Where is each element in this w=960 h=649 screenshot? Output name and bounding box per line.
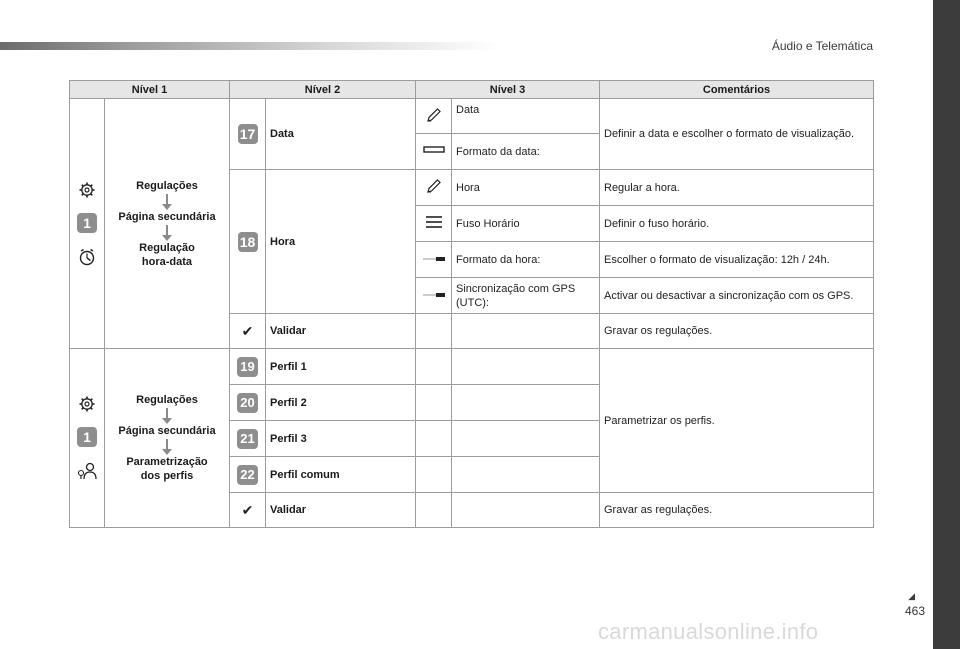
rectangle-icon [423, 145, 445, 155]
flow-step-settings: Regulações [136, 179, 198, 192]
header-gradient-bar [0, 42, 500, 50]
level3-date: Data [452, 99, 600, 134]
settings-menu-table [69, 80, 874, 528]
page-number: 463 [904, 604, 925, 618]
level3-gps-sync: Sincronização com GPS (UTC): [452, 278, 600, 314]
level2-profile-2: Perfil 2 [266, 385, 416, 421]
gear-icon [78, 181, 96, 199]
empty-cell [416, 457, 452, 493]
check-icon: ✔ [241, 501, 254, 518]
empty-cell [452, 493, 600, 528]
watermark: carmanualsonline.info [598, 619, 819, 644]
level3-icon-cell [416, 242, 452, 278]
level3-icon-cell [416, 206, 452, 242]
section-title: Áudio e Telemática [771, 39, 873, 53]
step-badge-20: 20 [237, 393, 258, 413]
arrow-down-icon [166, 194, 168, 205]
empty-cell [452, 314, 600, 349]
list-icon [424, 214, 444, 230]
level3-date-format: Formato da data: [452, 134, 600, 170]
column-header-level3: Nível 3 [416, 81, 600, 99]
level3-timezone: Fuso Horário [452, 206, 600, 242]
page-corner-icon: ◢ [908, 591, 915, 601]
level2-num-cell [230, 99, 266, 170]
empty-cell [416, 421, 452, 457]
comment-profiles: Parametrizar os perfis. [600, 349, 874, 493]
level2-profile-1: Perfil 1 [266, 349, 416, 385]
comment-hour: Regular a hora. [600, 170, 874, 206]
validate-label: Validar [266, 314, 416, 349]
level3-icon-cell [416, 278, 452, 314]
clock-icon [77, 247, 97, 267]
column-header-comments: Comentários [600, 81, 874, 99]
flow-step-secondary-page: Página secundária [118, 210, 216, 223]
profile-icon [76, 461, 98, 481]
empty-cell [452, 457, 600, 493]
level1-flow-cell [105, 349, 230, 528]
step-badge-22: 22 [237, 465, 258, 485]
level3-icon-cell [416, 134, 452, 170]
level2-profile-3: Perfil 3 [266, 421, 416, 457]
validate-icon-cell [230, 314, 266, 349]
column-header-level2: Nível 2 [230, 81, 416, 99]
arrow-down-icon [166, 225, 168, 236]
level2-date-label: Data [266, 99, 416, 170]
table-row [70, 349, 874, 385]
pencil-icon [425, 106, 443, 124]
empty-cell [452, 349, 600, 385]
flow-step-time-date: Regulação hora-data [139, 241, 195, 268]
comment-timezone: Definir o fuso horário. [600, 206, 874, 242]
side-strip [933, 0, 960, 649]
level3-hour-format: Formato da hora: [452, 242, 600, 278]
level2-num-cell [230, 457, 266, 493]
flow-step-profiles: Parametrização dos perfis [126, 456, 208, 482]
comment-validate: Gravar os regulações. [600, 314, 874, 349]
empty-cell [416, 349, 452, 385]
level1-icons-cell [70, 99, 105, 349]
level2-profile-common: Perfil comum [266, 457, 416, 493]
step-badge-21: 21 [237, 429, 258, 449]
level1-badge: 1 [77, 213, 97, 233]
level1-icons-cell [70, 349, 105, 528]
column-header-level1: Nível 1 [70, 81, 230, 99]
pencil-icon [425, 177, 443, 195]
level2-num-cell [230, 170, 266, 314]
empty-cell [452, 421, 600, 457]
gear-icon [78, 395, 96, 413]
toggle-icon [422, 255, 446, 263]
empty-cell [452, 385, 600, 421]
level2-num-cell [230, 421, 266, 457]
table-header-row [70, 81, 874, 99]
flow-step-secondary-page: Página secundária [118, 425, 216, 437]
level2-hour-label: Hora [266, 170, 416, 314]
level2-num-cell [230, 349, 266, 385]
comment-gps-sync: Activar ou desactivar a sincronização com os GPS. [600, 278, 874, 314]
arrow-down-icon [166, 439, 168, 450]
empty-cell [416, 493, 452, 528]
comment-date: Definir a data e escolher o formato de visualização. [600, 99, 874, 170]
empty-cell [416, 314, 452, 349]
step-badge-17: 17 [238, 124, 258, 144]
validate-icon-cell [230, 493, 266, 528]
empty-cell [416, 385, 452, 421]
table-row [70, 99, 874, 134]
level3-icon-cell [416, 99, 452, 134]
level3-icon-cell [416, 170, 452, 206]
level1-badge: 1 [77, 427, 97, 447]
check-icon: ✔ [241, 322, 254, 339]
flow-step-settings: Regulações [136, 394, 198, 406]
step-badge-18: 18 [238, 232, 258, 252]
level2-num-cell [230, 385, 266, 421]
arrow-down-icon [166, 408, 168, 419]
comment-validate: Gravar as regulações. [600, 493, 874, 528]
toggle-icon [422, 291, 446, 299]
comment-hour-format: Escolher o formato de visualização: 12h / 24h. [600, 242, 874, 278]
level3-hour: Hora [452, 170, 600, 206]
level1-flow-cell [105, 99, 230, 349]
step-badge-19: 19 [237, 357, 258, 377]
validate-label: Validar [266, 493, 416, 528]
